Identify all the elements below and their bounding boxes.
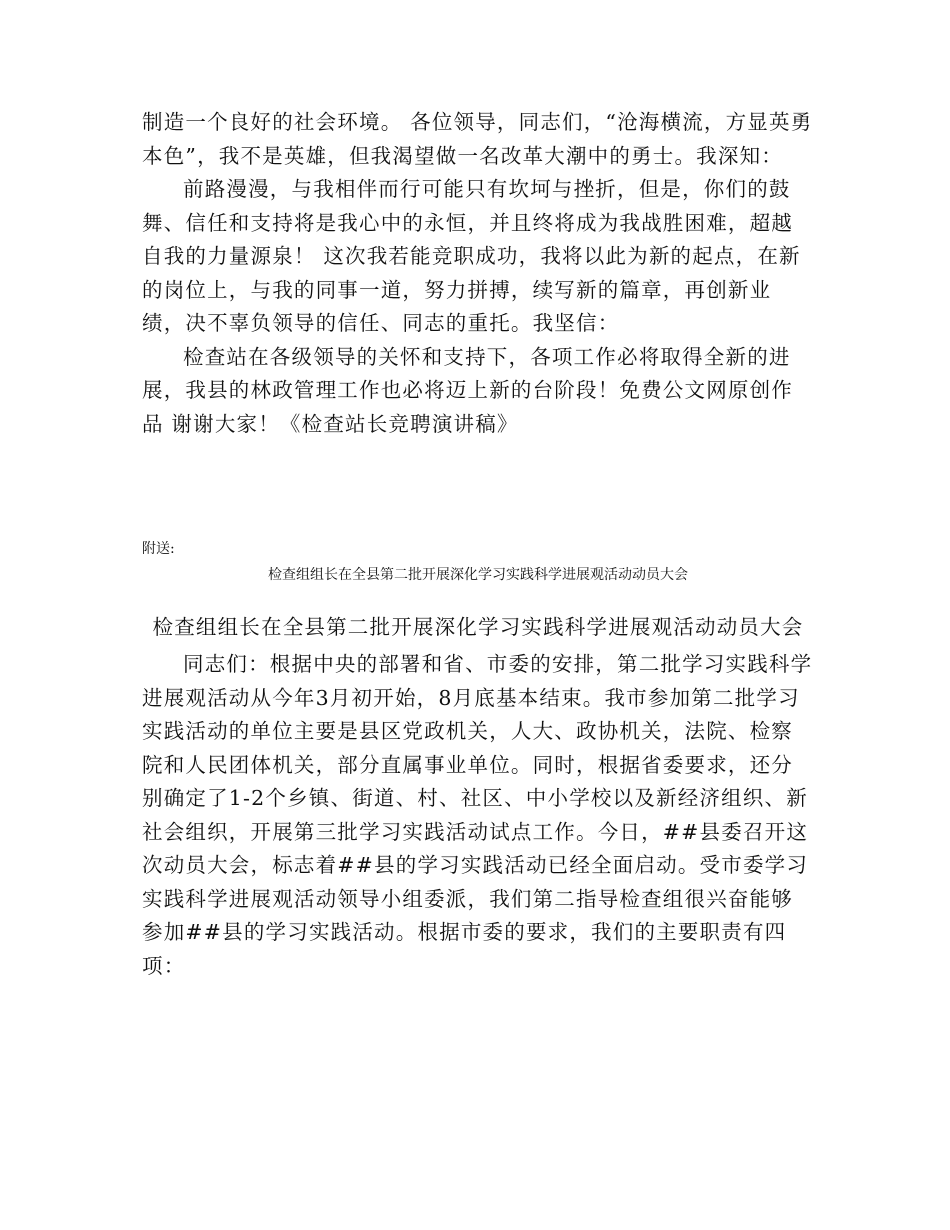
appendix-text-block: [142, 648, 814, 983]
appendix-title: 检查组组长在全县第二批开展深化学习实践科学进展观活动动员大会: [152, 615, 804, 639]
appendix-label: 附送:: [142, 541, 175, 557]
speech-text-block: [142, 106, 814, 441]
paragraph-2: 前路漫漫，与我相伴而行可能只有坎坷与挫折，但是，你们的鼓舞、信任和支持将是我心中的永恒，并且终将成为我战胜困难，超越自我的力量源泉！ 这次我若能竞职成功，我将以此为新的起点，在新的岗位上，与我的同事一道，努力拼搏，续写新的篇章，再创新业绩，决不辜负领导的信任、同志的重托。我坚信：: [142, 177, 801, 335]
paragraph-1: 制造一个良好的社会环境。 各位领导，同志们，“沧海横流，方显英勇本色”，我不是英雄，但我渴望做一名改革大潮中的勇士。我深知：: [142, 110, 813, 168]
appendix-small-title: 检查组组长在全县第二批开展深化学习实践科学进展观活动动员大会: [268, 567, 688, 583]
paragraph-3: 检查站在各级领导的关怀和支持下，各项工作必将取得全新的进展，我县的林政管理工作也必将迈上新的台阶段！免费公文网原创作品 谢谢大家！《检查站长竞聘演讲稿》: [142, 344, 793, 436]
appendix-paragraph-1: 同志们：根据中央的部署和省、市委的安排，第二批学习实践科学进展观活动从今年3月初开始，8月底基本结束。我市参加第二批学习实践活动的单位主要是县区党政机关，人大、政协机关，法院、检察院和人民团体机关，部分直属事业单位。同时，根据省委要求，还分别确定了1-2个乡镇、街道、村、社区、中小学校以及新经济组织、新社会组织，开展第三批学习实践活动试点工作。今日，##县委召开这次动员大会，标志着##县的学习实践活动已经全面启动。受市委学习实践科学进展观活动领导小组委派，我们第二指导检查组很兴奋能够参加##县的学习实践活动。根据市委的要求，我们的主要职责有四项：: [142, 652, 813, 978]
